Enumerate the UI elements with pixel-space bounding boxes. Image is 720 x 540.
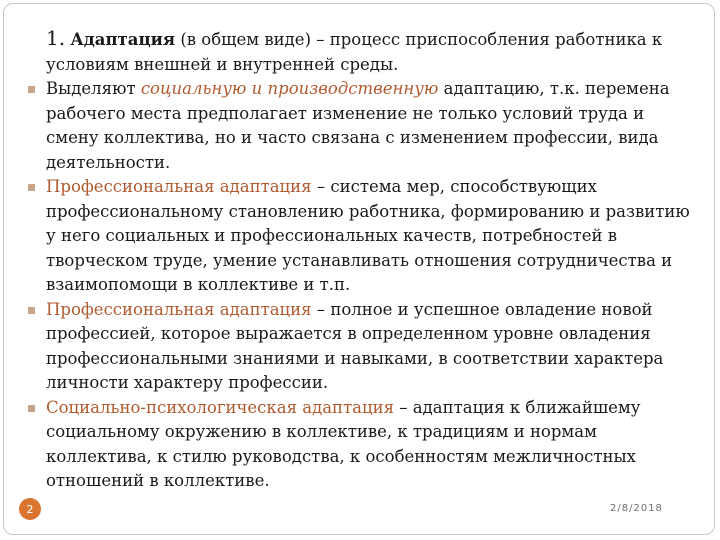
bullet-item-1 — [26, 77, 696, 175]
slide-date: 2/8/2018 — [610, 503, 663, 514]
bullet-item-3 — [26, 298, 696, 396]
bullet-text-before: Выделяют — [46, 79, 141, 98]
slide-number-badge: 2 — [19, 498, 41, 520]
square-bullet-icon — [28, 307, 35, 314]
bullet-term: Социально-психологическая адаптация — [46, 397, 395, 417]
heading-number: 1. — [46, 26, 66, 50]
bullet-text-after: адаптацию, т.к. перемена рабочего места предполагает изменение не только условий труда и смену коллектива, но и часто связана с изменением профессии, вида деятельности. — [46, 79, 670, 172]
heading-item — [26, 26, 696, 77]
bullet-item-2 — [26, 175, 696, 298]
bullet-text-after: – адаптация к ближайшему социальному окружению в коллективе, к традициям и нормам коллектива, к стилю руководства, к особенностям межличностных отношений в коллективе. — [46, 397, 641, 490]
heading-term: Адаптация — [70, 30, 176, 49]
bullet-term: Профессиональная адаптация — [46, 177, 312, 196]
heading-text: (в общем виде) – процесс приспособления работника к условиям внешней и внутренней среды. — [46, 30, 663, 74]
square-bullet-icon — [28, 405, 35, 412]
bullet-item-4 — [26, 396, 696, 494]
bullet-term: Профессиональная адаптация — [46, 299, 312, 319]
square-bullet-icon — [28, 86, 35, 93]
bullet-text-after: – полное и успешное овладение новой профессией, которое выражается в определенном уровне овладения профессиональными знаниями и навыками, в соответствии характера личности характеру профессии. — [46, 299, 664, 392]
square-bullet-icon — [28, 184, 35, 191]
slide-content — [26, 26, 696, 494]
bullet-text-after: – система мер, способствующих профессиональному становлению работника, формированию и развитию у него социальных и профессиональных качеств, потребностей в творческом труде, умение устанавливать отношения сотрудничества и взаимопомощи в коллективе и т.п. — [46, 177, 690, 294]
bullet-term: социальную и производственную — [140, 79, 439, 98]
